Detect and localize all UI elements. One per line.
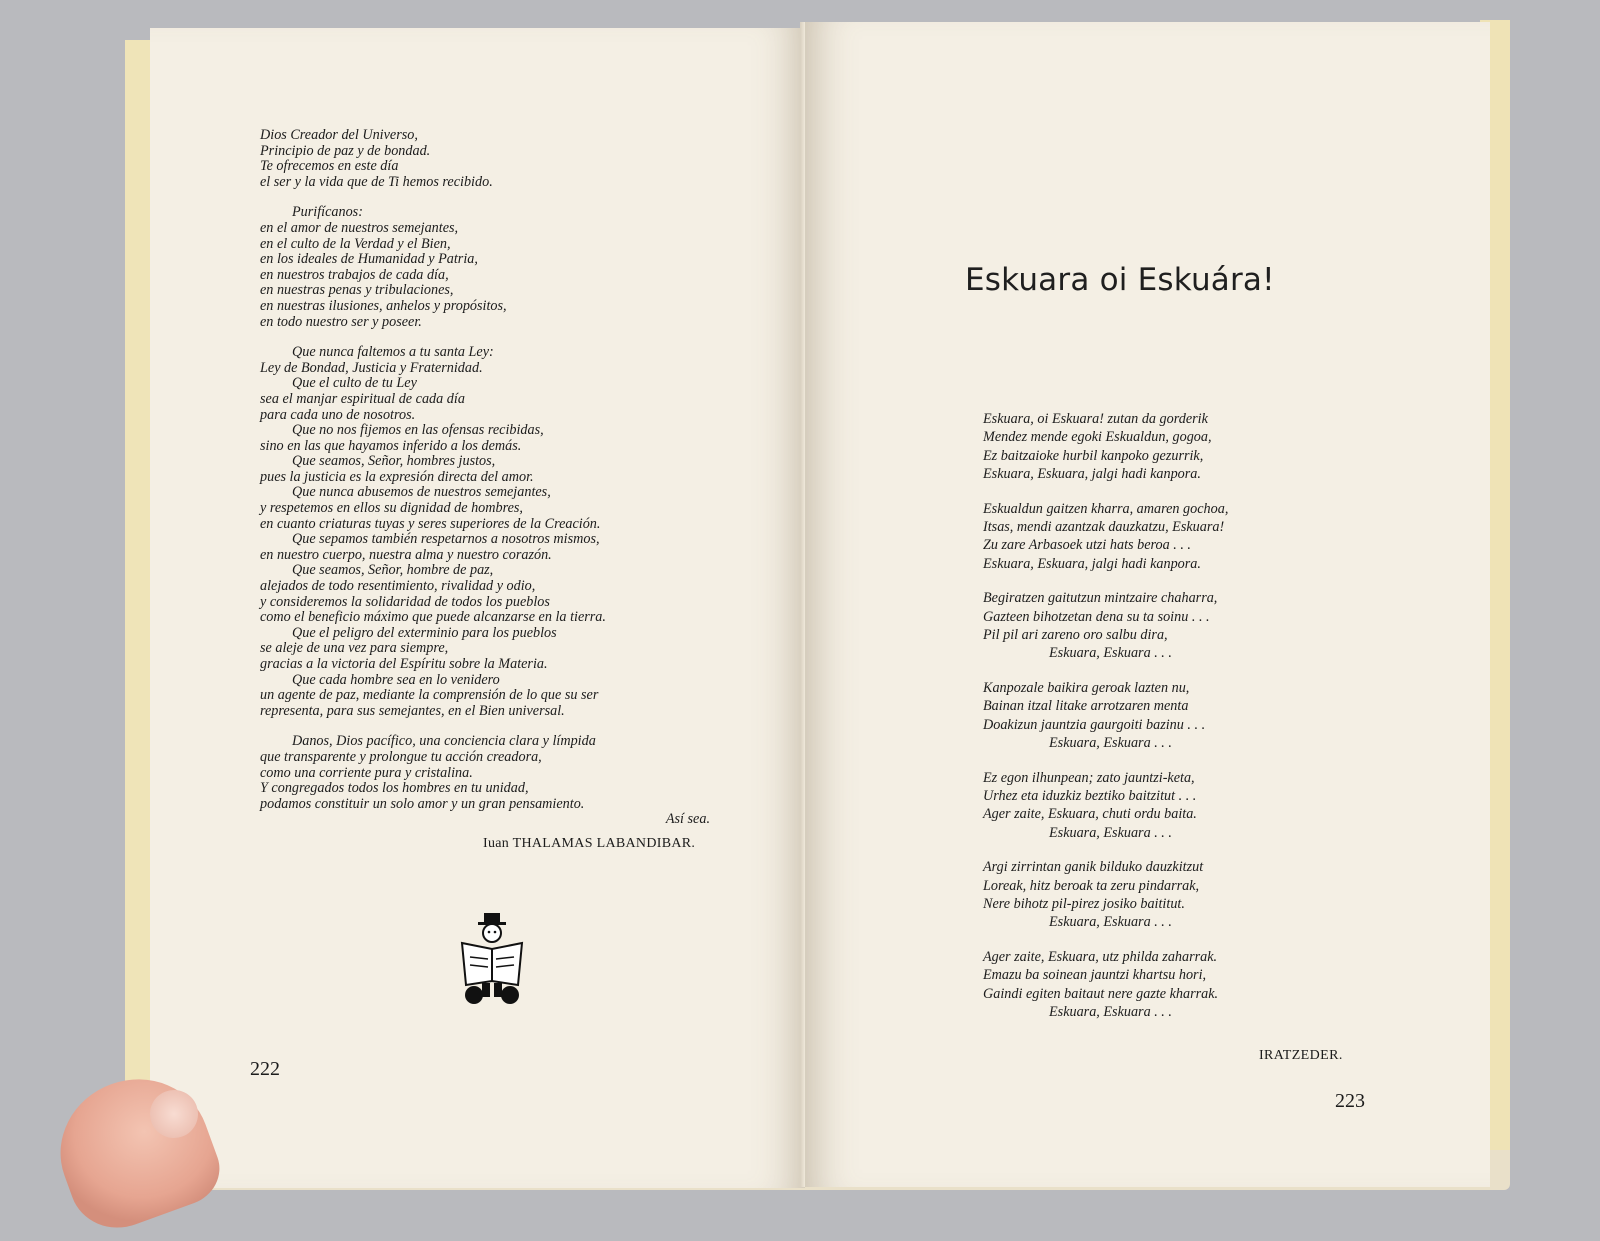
page-number-right: 223 bbox=[1335, 1090, 1365, 1112]
poem-line: en nuestro cuerpo, nuestra alma y nuestro corazón. bbox=[260, 546, 552, 563]
poem-line: Te ofrecemos en este día bbox=[260, 158, 399, 175]
poem-line: Eskualdun gaitzen kharra, amaren gochoa, bbox=[983, 500, 1229, 517]
poem-line: que transparente y prolongue tu acción creadora, bbox=[260, 748, 542, 765]
poem-line: Gaindi egiten baitaut nere gazte kharrak. bbox=[983, 985, 1219, 1002]
poem-author: IRATZEDER. bbox=[1259, 1048, 1343, 1063]
poem-line: podamos constituir un solo amor y un gran pensamiento. bbox=[260, 795, 585, 812]
poem-line: Gazteen bihotzetan dena su ta soinu . . . bbox=[983, 608, 1210, 625]
poem-line: sea el manjar espiritual de cada día bbox=[260, 390, 465, 407]
right-page bbox=[805, 22, 1490, 1187]
poem-line: en el amor de nuestros semejantes, bbox=[260, 219, 459, 236]
poem-line: Que el peligro del exterminio para los pueblos bbox=[292, 624, 557, 641]
poem-line: Purifícanos: bbox=[292, 204, 363, 221]
poem-refrain: Eskuara, Eskuara . . . bbox=[1049, 914, 1172, 931]
poem-title: Eskuara oi Eskuára! bbox=[965, 262, 1275, 298]
poem-line: Argi zirrintan ganik bilduko dauzkitzut bbox=[983, 859, 1204, 876]
poem-line: en nuestras penas y tribulaciones, bbox=[260, 282, 454, 299]
closing-line: Así sea. bbox=[665, 811, 710, 828]
poem-line: Emazu ba soinean jauntzi khartsu hori, bbox=[983, 967, 1207, 984]
poem-line: Eskuara, Eskuara, jalgi hadi kanpora. bbox=[983, 555, 1201, 572]
poem-line: Itsas, mendi azantzak dauzkatzu, Eskuara! bbox=[983, 519, 1225, 536]
poem-line: Que cada hombre sea en lo venidero bbox=[292, 671, 500, 688]
poem-line: Danos, Dios pacífico, una conciencia clara y límpida bbox=[292, 733, 596, 750]
poem-refrain: Eskuara, Eskuara . . . bbox=[1049, 735, 1172, 752]
poem-line: Nere bihotz pil-pirez josiko baititut. bbox=[983, 895, 1185, 912]
poem-line: Que nunca abusemos de nuestros semejantes, bbox=[292, 484, 551, 501]
stanza-gap bbox=[983, 484, 1313, 500]
page-number-left: 222 bbox=[250, 1058, 280, 1080]
poem-line: como una corriente pura y cristalina. bbox=[260, 764, 473, 781]
poem-line: Ez egon ilhunpean; zato jauntzi-keta, bbox=[983, 769, 1195, 786]
poem-line: Dios Creador del Universo, bbox=[260, 127, 418, 143]
poem-line: Eskuara, oi Eskuara! zutan da gorderik bbox=[983, 411, 1208, 427]
poem-line: Ager zaite, Eskuara, chuti ordu baita. bbox=[983, 806, 1197, 823]
signature: Iuan THALAMAS LABANDIBAR. bbox=[483, 836, 696, 851]
poem-line: Begiratzen gaitutzun mintzaire chaharra, bbox=[983, 590, 1218, 607]
poem-line: Que seamos, Señor, hombres justos, bbox=[292, 453, 496, 470]
poem-line: Y congregados todos los hombres en tu unidad, bbox=[260, 780, 529, 797]
poem-line: en el culto de la Verdad y el Bien, bbox=[260, 235, 451, 252]
poem-line: Ez baitzaioke hurbil kanpoko gezurrik, bbox=[983, 447, 1204, 464]
stanza-gap bbox=[983, 932, 1313, 948]
poem-line: en nuestras ilusiones, anhelos y propósitos, bbox=[260, 297, 507, 314]
poem-line: Loreak, hitz beroak ta zeru pindarrak, bbox=[983, 877, 1200, 894]
poem-line: Que no nos fijemos en las ofensas recibidas, bbox=[292, 422, 544, 439]
poem-line: un agente de paz, mediante la comprensión de lo que su ser bbox=[260, 687, 599, 704]
poem-refrain: Eskuara, Eskuara . . . bbox=[1049, 645, 1172, 662]
left-page bbox=[150, 28, 805, 1188]
poem-line: el ser y la vida que de Ti hemos recibido. bbox=[260, 173, 493, 190]
poem-line: Mendez mende egoki Eskualdun, gogoa, bbox=[983, 429, 1212, 446]
poem-line: Que el culto de tu Ley bbox=[292, 375, 417, 392]
poem-line: Ager zaite, Eskuara, utz philda zaharrak. bbox=[983, 948, 1218, 965]
poem-line: y respetemos en ellos su dignidad de hombres, bbox=[260, 500, 523, 517]
poem-line: Que nunca faltemos a tu santa Ley: bbox=[292, 344, 494, 361]
stanza-gap bbox=[983, 753, 1313, 769]
poem-line: gracias a la victoria del Espíritu sobre la Materia. bbox=[260, 656, 548, 672]
poem-line: pues la justicia es la expresión directa del amor. bbox=[260, 468, 534, 485]
poem-line: para cada uno de nosotros. bbox=[260, 406, 416, 423]
poem-line: en nuestros trabajos de cada día, bbox=[260, 266, 449, 283]
poem-line: y consideremos la solidaridad de todos los pueblos bbox=[260, 593, 550, 610]
poem-line: sino en las que hayamos inferido a los demás. bbox=[260, 437, 522, 454]
poem-line: Pil pil ari zareno oro salbu dira, bbox=[983, 627, 1168, 644]
prayer-poem bbox=[260, 128, 740, 828]
poem-line: Zu zare Arbasoek utzi hats beroa . . . bbox=[983, 537, 1191, 554]
poem-line: se aleje de una vez para siempre, bbox=[260, 640, 449, 657]
poem-line: Doakizun jauntzia gaurgoiti bazinu . . . bbox=[983, 716, 1206, 733]
poem-refrain: Eskuara, Eskuara . . . bbox=[1049, 1003, 1172, 1020]
poem-line: Ley de Bondad, Justicia y Fraternidad. bbox=[260, 359, 483, 376]
poem-line: en los ideales de Humanidad y Patria, bbox=[260, 251, 478, 268]
poem-line: representa, para sus semejantes, en el Bien universal. bbox=[260, 702, 565, 719]
figure-reading-newspaper-icon bbox=[456, 913, 536, 1008]
poem-line: Que sepamos también respetarnos a nosotros mismos, bbox=[292, 531, 600, 548]
poem-line: Kanpozale baikira geroak lazten nu, bbox=[983, 679, 1190, 696]
poem-line: alejados de todo resentimiento, rivalidad y odio, bbox=[260, 578, 536, 595]
stanza-gap bbox=[983, 842, 1313, 858]
poem-line: en todo nuestro ser y poseer. bbox=[260, 313, 422, 330]
stanza-gap bbox=[983, 663, 1313, 679]
stanza-gap bbox=[983, 573, 1313, 589]
poem-line: Eskuara, Eskuara, jalgi hadi kanpora. bbox=[983, 466, 1201, 483]
poem-line: Bainan itzal litake arrotzaren menta bbox=[983, 698, 1189, 715]
poem-line: en cuanto criaturas tuyas y seres superiores de la Creación. bbox=[260, 515, 601, 532]
poem-line: Que seamos, Señor, hombre de paz, bbox=[292, 562, 494, 579]
poem-refrain: Eskuara, Eskuara . . . bbox=[1049, 824, 1172, 841]
poem-line: Urhez eta iduzkiz beztiko baitzitut . . . bbox=[983, 787, 1197, 804]
poem-line: como el beneficio máximo que puede alcanzarse en la tierra. bbox=[260, 609, 606, 626]
poem-line: Principio de paz y de bondad. bbox=[260, 142, 431, 159]
basque-poem bbox=[983, 410, 1313, 1021]
